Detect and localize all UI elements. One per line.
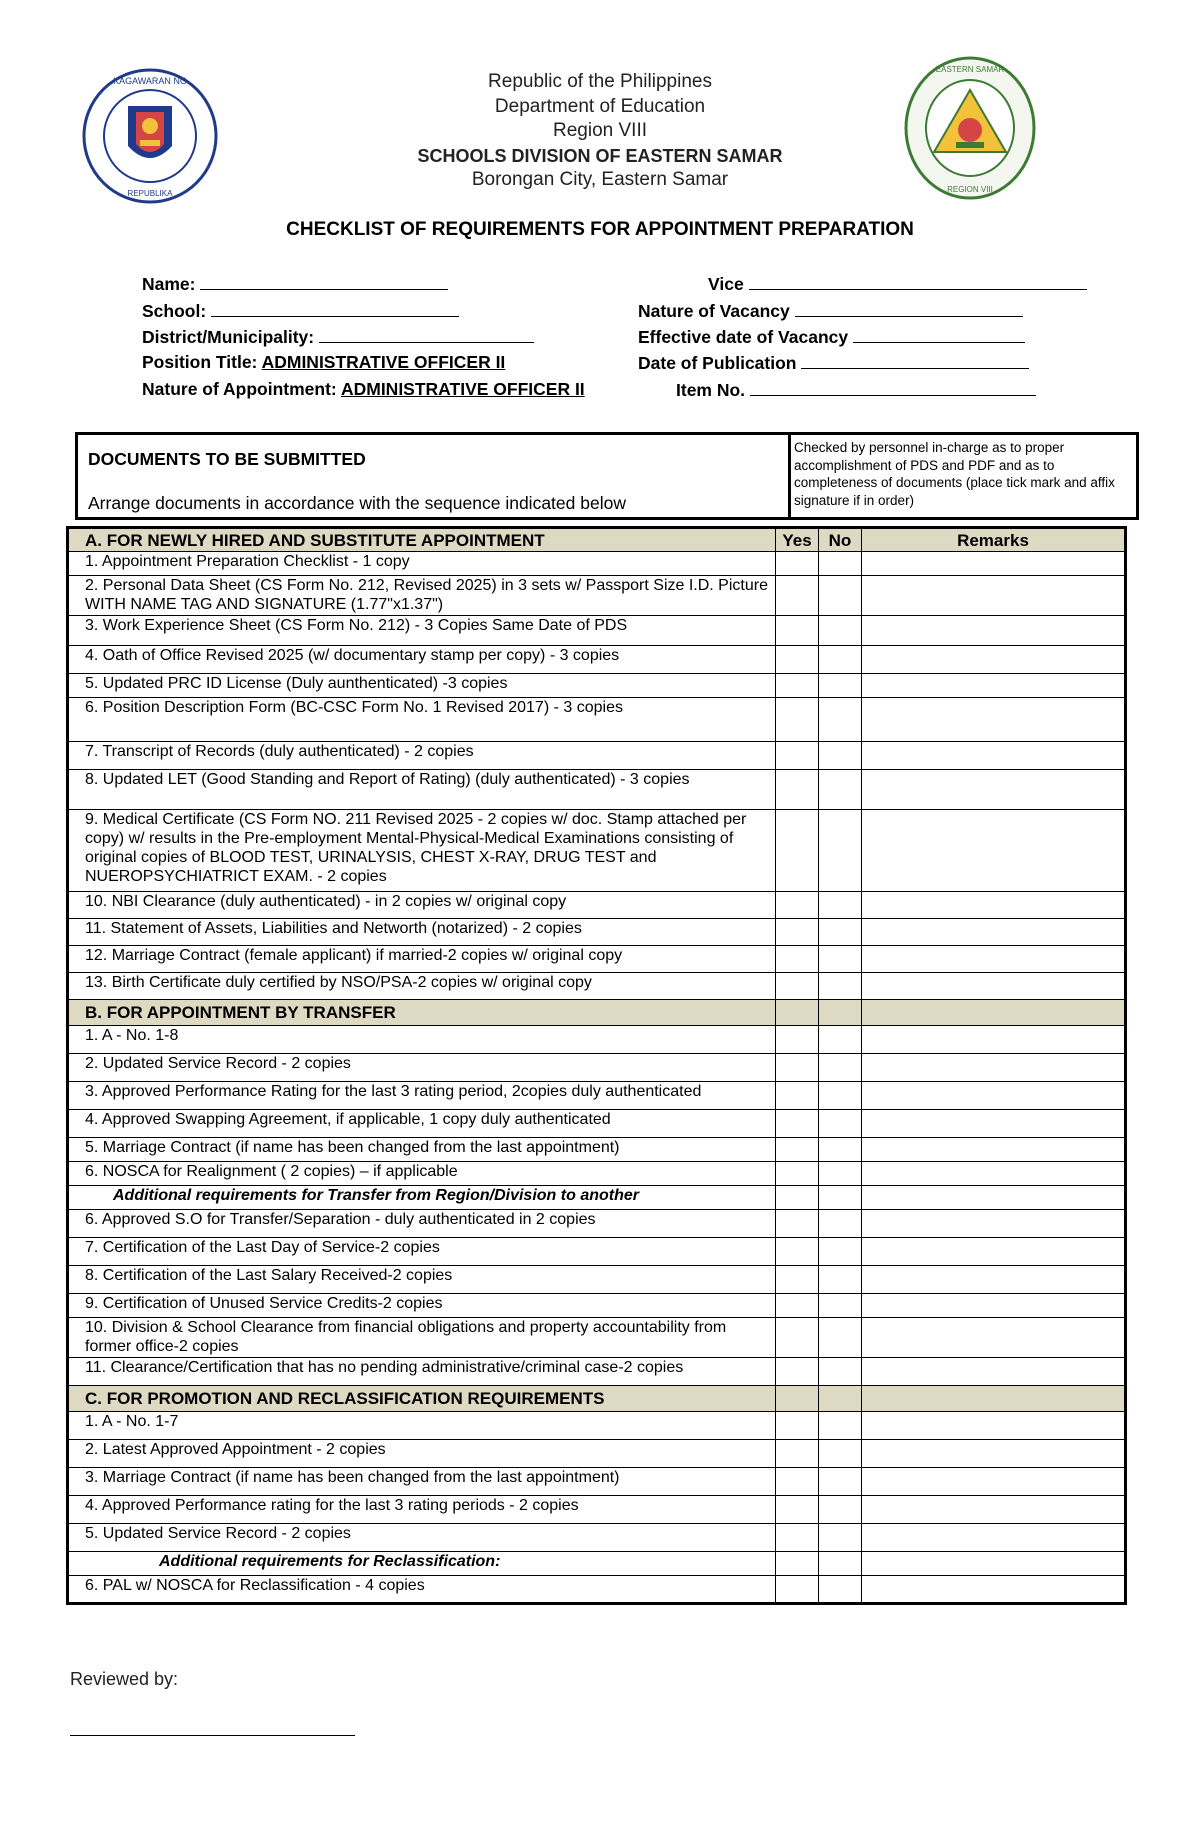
requirement-text: 8. Updated LET (Good Standing and Report of Rating) (duly authenticated) - 3 copies	[68, 770, 776, 810]
table-row	[68, 674, 1126, 698]
no-check-cell[interactable]	[819, 770, 862, 810]
no-check-cell[interactable]	[819, 1412, 862, 1440]
table-row	[68, 1054, 1126, 1082]
remarks-cell[interactable]	[862, 1358, 1126, 1386]
name-label: Name:	[142, 274, 196, 294]
no-check-cell[interactable]	[819, 742, 862, 770]
blank-cell	[819, 1552, 862, 1576]
school-label: School:	[142, 301, 207, 321]
no-check-cell[interactable]	[819, 1238, 862, 1266]
requirement-text: 1. A - No. 1-8	[68, 1026, 776, 1054]
table-row	[68, 1026, 1126, 1054]
remarks-cell[interactable]	[862, 919, 1126, 946]
remarks-cell[interactable]	[862, 1082, 1126, 1110]
section-header-blank-cell	[819, 1000, 862, 1026]
no-check-cell[interactable]	[819, 1576, 862, 1604]
yes-check-cell[interactable]	[776, 646, 819, 674]
no-check-cell[interactable]	[819, 1524, 862, 1552]
yes-check-cell[interactable]	[776, 1318, 819, 1358]
nature-of-vacancy-label: Nature of Vacancy	[638, 301, 790, 321]
yes-check-cell[interactable]	[776, 1440, 819, 1468]
table-row	[68, 1468, 1126, 1496]
col-no-header: No	[819, 528, 862, 552]
remarks-cell[interactable]	[862, 1210, 1126, 1238]
requirement-text: 11. Clearance/Certification that has no pending administrative/criminal case-2 copies	[68, 1358, 776, 1386]
no-check-cell[interactable]	[819, 810, 862, 892]
requirement-text: 9. Medical Certificate (CS Form NO. 211 Revised 2025 - 2 copies w/ doc. Stamp attached per copy) w/ results in the Pre-employment Mental-Physical-Medical Examinations consisting of original copies of BLOOD TEST, URINALYSIS, CHEST X-RAY, DRUG TEST and NUEROPSYCHIATRICT EXAM. - 2 copies	[68, 810, 776, 892]
section-c-subheading: Additional requirements for Reclassification:	[68, 1552, 776, 1576]
section-b-subheading-row	[68, 1186, 1126, 1210]
requirement-text: 1. Appointment Preparation Checklist - 1 copy	[68, 552, 776, 576]
requirement-text: 8. Certification of the Last Salary Received-2 copies	[68, 1266, 776, 1294]
table-row	[68, 1162, 1126, 1186]
requirement-text: 7. Certification of the Last Day of Service-2 copies	[68, 1238, 776, 1266]
yes-check-cell[interactable]	[776, 742, 819, 770]
remarks-cell[interactable]	[862, 892, 1126, 919]
no-check-cell[interactable]	[819, 1496, 862, 1524]
table-row	[68, 973, 1126, 1000]
no-check-cell[interactable]	[819, 552, 862, 576]
section-header-blank-cell	[776, 1386, 819, 1412]
nature-of-appointment-field[interactable]	[142, 379, 585, 400]
remarks-cell[interactable]	[862, 1412, 1126, 1440]
no-check-cell[interactable]	[819, 973, 862, 1000]
remarks-cell[interactable]	[862, 1524, 1126, 1552]
yes-check-cell[interactable]	[776, 1412, 819, 1440]
yes-check-cell[interactable]	[776, 1358, 819, 1386]
svg-text:REPUBLIKA: REPUBLIKA	[127, 189, 173, 198]
svg-text:KAGAWARAN NG: KAGAWARAN NG	[113, 76, 187, 86]
no-check-cell[interactable]	[819, 698, 862, 742]
yes-check-cell[interactable]	[776, 1082, 819, 1110]
requirement-text: 4. Oath of Office Revised 2025 (w/ documentary stamp per copy) - 3 copies	[68, 646, 776, 674]
position-title-label: Position Title:	[142, 352, 258, 372]
table-row	[68, 1110, 1126, 1138]
table-row	[68, 1210, 1126, 1238]
no-check-cell[interactable]	[819, 1318, 862, 1358]
section-header-blank-cell	[862, 1386, 1126, 1412]
no-check-cell[interactable]	[819, 674, 862, 698]
checked-by-note: Checked by personnel in-charge as to proper accomplishment of PDS and PDF and as to completeness of documents (place tick mark and affix signature if in order)	[794, 440, 1115, 508]
header-department: Department of Education	[494, 95, 706, 117]
district-field[interactable]	[142, 326, 534, 348]
table-row	[68, 1318, 1126, 1358]
no-check-cell[interactable]	[819, 1358, 862, 1386]
nature-of-appointment-value: ADMINISTRATIVE OFFICER II	[340, 379, 585, 399]
remarks-cell[interactable]	[862, 616, 1126, 646]
school-field[interactable]	[142, 300, 459, 322]
yes-check-cell[interactable]	[776, 1294, 819, 1318]
no-check-cell[interactable]	[819, 1026, 862, 1054]
requirement-text: 10. NBI Clearance (duly authenticated) - in 2 copies w/ original copy	[68, 892, 776, 919]
requirement-text: 6. PAL w/ NOSCA for Reclassification - 4 copies	[68, 1576, 776, 1604]
blank-cell	[862, 1186, 1126, 1210]
yes-check-cell[interactable]	[776, 616, 819, 646]
col-remarks-header: Remarks	[862, 528, 1126, 552]
yes-check-cell[interactable]	[776, 1576, 819, 1604]
documents-instruction: Arrange documents in accordance with the sequence indicated below	[88, 493, 626, 513]
requirement-text: 3. Approved Performance Rating for the last 3 rating period, 2copies duly authenticated	[68, 1082, 776, 1110]
table-row	[68, 1238, 1126, 1266]
svg-text:REGION VIII: REGION VIII	[947, 185, 993, 194]
remarks-cell[interactable]	[862, 1238, 1126, 1266]
requirement-text: 5. Updated PRC ID License (Duly aunthenticated) -3 copies	[68, 674, 776, 698]
no-check-cell[interactable]	[819, 576, 862, 616]
effective-date-field[interactable]	[638, 326, 1025, 348]
requirement-text: 10. Division & School Clearance from financial obligations and property accountability from former office-2 copies	[68, 1318, 776, 1358]
remarks-cell[interactable]	[862, 1026, 1126, 1054]
remarks-cell[interactable]	[862, 770, 1126, 810]
col-yes-header: Yes	[776, 528, 819, 552]
letterhead	[0, 70, 1200, 193]
section-a-header-row	[68, 528, 1126, 552]
remarks-cell[interactable]	[862, 1318, 1126, 1358]
requirement-text: 3. Work Experience Sheet (CS Form No. 212) - 3 Copies Same Date of PDS	[68, 616, 776, 646]
remarks-cell[interactable]	[862, 646, 1126, 674]
documents-box-left	[78, 435, 791, 517]
table-row	[68, 1294, 1126, 1318]
position-title-value: ADMINISTRATIVE OFFICER II	[261, 352, 506, 372]
position-title-field[interactable]	[142, 352, 505, 373]
remarks-cell[interactable]	[862, 552, 1126, 576]
no-check-cell[interactable]	[819, 1266, 862, 1294]
section-b-heading-row	[68, 1000, 1126, 1026]
yes-check-cell[interactable]	[776, 770, 819, 810]
no-check-cell[interactable]	[819, 616, 862, 646]
yes-check-cell[interactable]	[776, 1110, 819, 1138]
yes-check-cell[interactable]	[776, 810, 819, 892]
table-row	[68, 1440, 1126, 1468]
section-header-blank-cell	[819, 1386, 862, 1412]
requirement-text: 7. Transcript of Records (duly authenticated) - 2 copies	[68, 742, 776, 770]
requirement-text: 2. Latest Approved Appointment - 2 copies	[68, 1440, 776, 1468]
remarks-cell[interactable]	[862, 973, 1126, 1000]
no-check-cell[interactable]	[819, 1468, 862, 1496]
table-row	[68, 1358, 1126, 1386]
header-city: Borongan City, Eastern Samar	[471, 169, 729, 190]
yes-check-cell[interactable]	[776, 1266, 819, 1294]
no-check-cell[interactable]	[819, 1110, 862, 1138]
yes-check-cell[interactable]	[776, 1496, 819, 1524]
no-check-cell[interactable]	[819, 892, 862, 919]
requirement-text: 3. Marriage Contract (if name has been changed from the last appointment)	[68, 1468, 776, 1496]
remarks-cell[interactable]	[862, 1162, 1126, 1186]
remarks-cell[interactable]	[862, 1576, 1126, 1604]
yes-check-cell[interactable]	[776, 1026, 819, 1054]
table-row	[68, 576, 1126, 616]
requirement-text: 11. Statement of Assets, Liabilities and Networth (notarized) - 2 copies	[68, 919, 776, 946]
remarks-cell[interactable]	[862, 946, 1126, 973]
table-row	[68, 742, 1126, 770]
blank-cell	[776, 1552, 819, 1576]
svg-text:EASTERN SAMAR: EASTERN SAMAR	[935, 65, 1005, 74]
page-title: CHECKLIST OF REQUIREMENTS FOR APPOINTMENT PREPARATION	[286, 219, 914, 240]
item-no-field[interactable]	[676, 379, 1036, 401]
yes-check-cell[interactable]	[776, 1238, 819, 1266]
yes-check-cell[interactable]	[776, 973, 819, 1000]
table-row	[68, 1576, 1126, 1604]
remarks-cell[interactable]	[862, 1266, 1126, 1294]
yes-check-cell[interactable]	[776, 919, 819, 946]
requirement-text: 6. Approved S.O for Transfer/Separation - duly authenticated in 2 copies	[68, 1210, 776, 1238]
section-header-blank-cell	[862, 1000, 1126, 1026]
table-row	[68, 1082, 1126, 1110]
remarks-cell[interactable]	[862, 1054, 1126, 1082]
yes-check-cell[interactable]	[776, 1210, 819, 1238]
no-check-cell[interactable]	[819, 1082, 862, 1110]
section-c-subheading-row	[68, 1552, 1126, 1576]
section-b-subheading: Additional requirements for Transfer from Region/Division to another	[68, 1186, 776, 1210]
nature-of-vacancy-field[interactable]	[638, 300, 1023, 322]
table-row	[68, 698, 1126, 742]
reviewed-by-label: Reviewed by:	[70, 1669, 179, 1689]
remarks-cell[interactable]	[862, 1294, 1126, 1318]
header-division: SCHOOLS DIVISION OF EASTERN SAMAR	[417, 145, 783, 166]
remarks-cell[interactable]	[862, 1496, 1126, 1524]
yes-check-cell[interactable]	[776, 1468, 819, 1496]
blank-cell	[819, 1186, 862, 1210]
requirement-text: 2. Personal Data Sheet (CS Form No. 212, Revised 2025) in 3 sets w/ Passport Size I.D. Picture WITH NAME TAG AND SIGNATURE (1.77"x1.37")	[68, 576, 776, 616]
requirements-table	[66, 526, 1127, 1605]
header-republic: Republic of the Philippines	[488, 71, 712, 92]
remarks-cell[interactable]	[862, 576, 1126, 616]
section-header-blank-cell	[776, 1000, 819, 1026]
signature-line[interactable]	[70, 1735, 355, 1736]
requirement-text: 6. Position Description Form (BC-CSC Form No. 1 Revised 2017) - 3 copies	[68, 698, 776, 742]
yes-check-cell[interactable]	[776, 674, 819, 698]
table-row	[68, 1524, 1126, 1552]
table-row	[68, 810, 1126, 892]
table-row	[68, 770, 1126, 810]
remarks-cell[interactable]	[862, 1138, 1126, 1162]
documents-box	[75, 432, 1139, 520]
remarks-cell[interactable]	[862, 1110, 1126, 1138]
requirement-text: 4. Approved Swapping Agreement, if applicable, 1 copy duly authenticated	[68, 1110, 776, 1138]
no-check-cell[interactable]	[819, 1294, 862, 1318]
blank-cell	[862, 1552, 1126, 1576]
yes-check-cell[interactable]	[776, 1138, 819, 1162]
item-no-label: Item No.	[676, 380, 746, 400]
table-row	[68, 1138, 1126, 1162]
yes-check-cell[interactable]	[776, 1524, 819, 1552]
remarks-cell[interactable]	[862, 698, 1126, 742]
yes-check-cell[interactable]	[776, 1054, 819, 1082]
table-row	[68, 552, 1126, 576]
yes-check-cell[interactable]	[776, 698, 819, 742]
table-row	[68, 646, 1126, 674]
yes-check-cell[interactable]	[776, 946, 819, 973]
table-row	[68, 892, 1126, 919]
table-row	[68, 616, 1126, 646]
yes-check-cell[interactable]	[776, 576, 819, 616]
remarks-cell[interactable]	[862, 674, 1126, 698]
blank-cell	[776, 1186, 819, 1210]
yes-check-cell[interactable]	[776, 892, 819, 919]
remarks-cell[interactable]	[862, 1440, 1126, 1468]
documents-heading: DOCUMENTS TO BE SUBMITTED	[88, 449, 366, 469]
requirement-text: 5. Marriage Contract (if name has been changed from the last appointment)	[68, 1138, 776, 1162]
name-field[interactable]	[142, 273, 448, 295]
nature-of-appointment-label: Nature of Appointment:	[142, 379, 337, 399]
table-row	[68, 946, 1126, 973]
no-check-cell[interactable]	[819, 1210, 862, 1238]
date-of-publication-field[interactable]	[638, 352, 1029, 374]
table-row	[68, 1496, 1126, 1524]
no-check-cell[interactable]	[819, 646, 862, 674]
requirement-text: 1. A - No. 1-7	[68, 1412, 776, 1440]
vice-field[interactable]	[708, 273, 1087, 295]
section-c-heading: C. FOR PROMOTION AND RECLASSIFICATION REQUIREMENTS	[68, 1386, 776, 1412]
remarks-cell[interactable]	[862, 742, 1126, 770]
no-check-cell[interactable]	[819, 946, 862, 973]
district-label: District/Municipality:	[142, 327, 315, 347]
requirement-text: 6. NOSCA for Realignment ( 2 copies) – if applicable	[68, 1162, 776, 1186]
no-check-cell[interactable]	[819, 919, 862, 946]
section-c-heading-row	[68, 1386, 1126, 1412]
section-b-heading: B. FOR APPOINTMENT BY TRANSFER	[68, 1000, 776, 1026]
table-row	[68, 1412, 1126, 1440]
no-check-cell[interactable]	[819, 1440, 862, 1468]
requirement-text: 12. Marriage Contract (female applicant) if married-2 copies w/ original copy	[68, 946, 776, 973]
yes-check-cell[interactable]	[776, 1162, 819, 1186]
section-a-heading: A. FOR NEWLY HIRED AND SUBSTITUTE APPOINTMENT	[68, 528, 776, 552]
remarks-cell[interactable]	[862, 1468, 1126, 1496]
requirement-text: 5. Updated Service Record - 2 copies	[68, 1524, 776, 1552]
requirement-text: 4. Approved Performance rating for the last 3 rating periods - 2 copies	[68, 1496, 776, 1524]
requirement-text: 2. Updated Service Record - 2 copies	[68, 1054, 776, 1082]
table-row	[68, 1266, 1126, 1294]
requirement-text: 9. Certification of Unused Service Credits-2 copies	[68, 1294, 776, 1318]
table-row	[68, 919, 1126, 946]
effective-date-label: Effective date of Vacancy	[638, 327, 849, 347]
no-check-cell[interactable]	[819, 1138, 862, 1162]
yes-check-cell[interactable]	[776, 552, 819, 576]
date-of-publication-label: Date of Publication	[638, 353, 797, 373]
no-check-cell[interactable]	[819, 1054, 862, 1082]
requirement-text: 13. Birth Certificate duly certified by NSO/PSA-2 copies w/ original copy	[68, 973, 776, 1000]
remarks-cell[interactable]	[862, 810, 1126, 892]
header-region: Region VIII	[553, 120, 647, 141]
vice-label: Vice	[708, 274, 744, 294]
no-check-cell[interactable]	[819, 1162, 862, 1186]
